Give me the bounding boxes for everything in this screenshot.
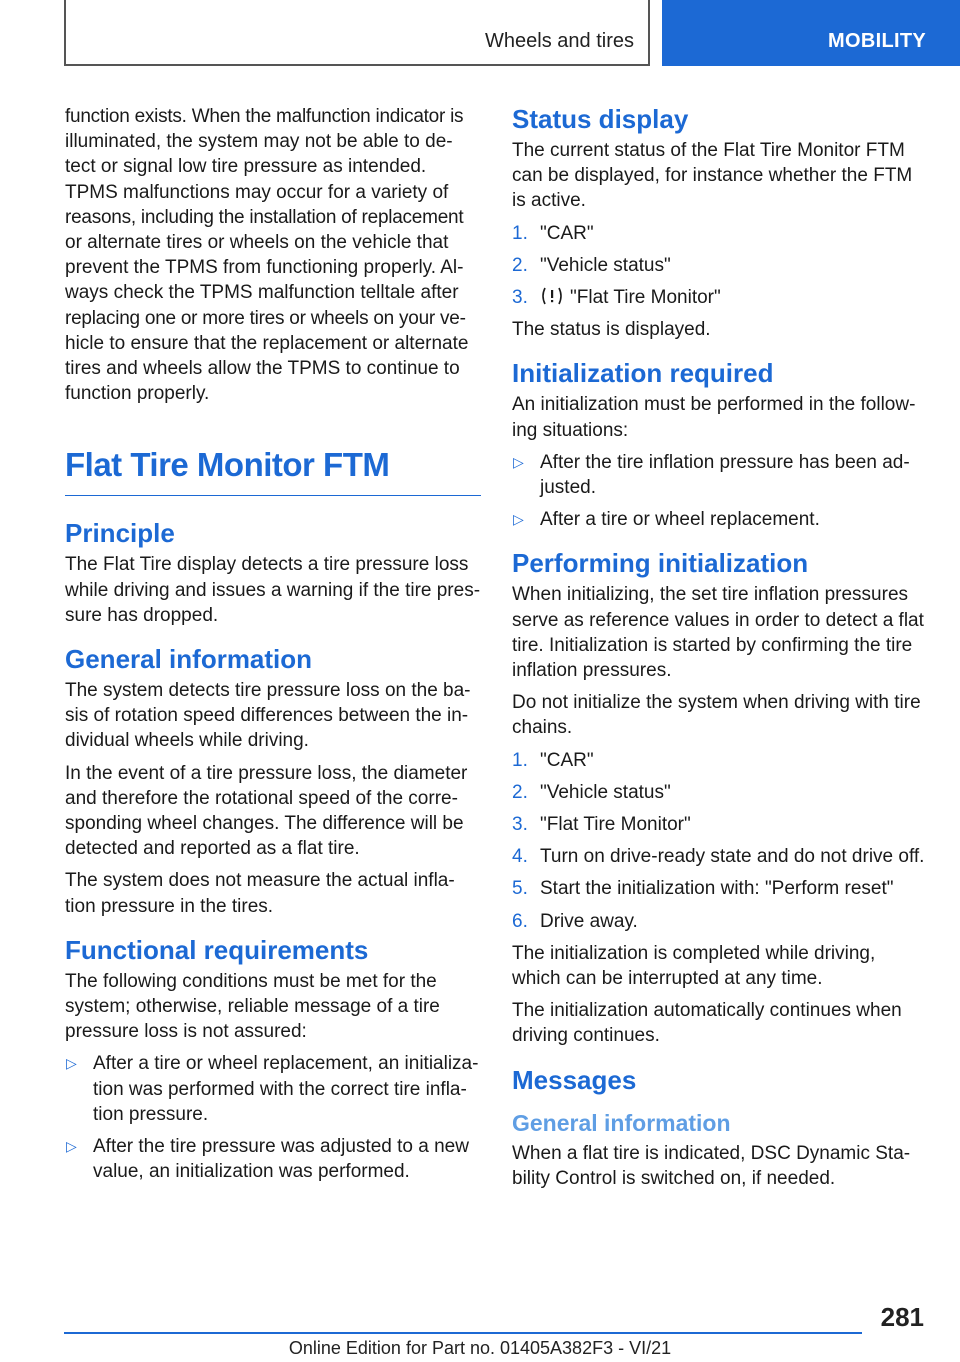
status-display-heading: Status display	[512, 104, 689, 134]
initialization-required-text: An initialization must be performed in the follow-ing situations:	[512, 394, 916, 441]
section-title: Wheels and tires	[485, 30, 634, 52]
messages-heading: Messages	[512, 1064, 637, 1095]
tire-pressure-warning-icon	[540, 286, 564, 306]
footer-divider	[64, 1332, 862, 1334]
general-info-p2: In the event of a tire pressure loss, the diameter and therefore the rotational speed of the corre-sponding wheel changes. The difference will be detected and reported as a flat tire.	[65, 762, 468, 860]
triangle-bullet-icon: ▷	[513, 511, 524, 528]
general-info-p1: The system detects tire pressure loss on the ba-sis of rotation speed differences between the in-dividual wheels while driving.	[65, 680, 471, 752]
list-item: ▷ After a tire or wheel replacement, an initializa-tion was performed with the correct tire infla-tion pressure.	[65, 1051, 481, 1127]
right-column	[512, 104, 928, 1198]
performing-initialization-p1: When initializing, the set tire inflation pressures serve as reference values in order to detect a flat tire. Initialization is started by confirming the tire inflation pressures.	[512, 584, 924, 682]
messages-text: When a flat tire is indicated, DSC Dynamic Sta-bility Control is switched on, if needed.	[512, 1142, 911, 1189]
header-section-tab	[64, 0, 650, 66]
triangle-bullet-icon: ▷	[66, 1055, 77, 1072]
list-item: 1. "CAR"	[512, 749, 594, 771]
principle-text: The Flat Tire display detects a tire pressure loss while driving and issues a warning if the tire pres-sure has dropped.	[65, 554, 481, 626]
chapter-title: MOBILITY	[828, 30, 926, 52]
list-item: 5. Start the initialization with: "Perform reset"	[512, 878, 894, 900]
status-steps	[512, 221, 928, 311]
header-chapter-tab	[662, 0, 960, 66]
list-item: 3. "Flat Tire Monitor"	[512, 814, 691, 836]
general-info-heading: General information	[65, 644, 313, 675]
intro-line: prevent the TPMS from functioning properly. Al-	[65, 257, 464, 279]
intro-line: ways check the TPMS malfunction telltale after	[65, 282, 459, 304]
intro-line: tires and wheels allow the TPMS to continue to	[65, 358, 460, 380]
main-heading: Flat Tire Monitor FTM	[65, 413, 481, 496]
list-item: 3. "Flat Tire Monitor"	[512, 287, 721, 309]
functional-requirements-heading: Functional requirements	[65, 934, 369, 965]
intro-paragraph	[65, 104, 481, 406]
triangle-bullet-icon: ▷	[513, 453, 524, 470]
left-column	[65, 104, 481, 1192]
intro-line: or alternate tires or wheels on the vehicle that	[65, 232, 449, 254]
intro-line: replacing one or more tires or wheels on your ve-	[65, 307, 466, 329]
list-item: 6. Drive away.	[512, 910, 638, 932]
functional-requirements-list	[65, 1051, 481, 1184]
footer-edition: Online Edition for Part no. 01405A382F3 - VI/21	[288, 1338, 672, 1358]
intro-line: hicle to ensure that the replacement or alternate	[65, 332, 469, 354]
intro-line: reasons, including the installation of replacement	[65, 206, 464, 228]
initialization-required-heading: Initialization required	[512, 358, 774, 389]
messages-general-info-heading: General information	[512, 1109, 731, 1136]
performing-initialization-p4: The initialization automatically continues when driving continues.	[512, 1000, 902, 1047]
intro-line: function properly.	[65, 383, 210, 405]
intro-line: illuminated, the system may not be able to de-	[65, 131, 453, 153]
performing-initialization-heading: Performing initialization	[512, 548, 809, 579]
list-item: ▷ After a tire or wheel replacement.	[512, 507, 928, 532]
status-display-text: The current status of the Flat Tire Monitor FTM can be displayed, for instance whether the FTM is active.	[512, 140, 913, 212]
page-number: 281	[880, 1302, 924, 1332]
performing-initialization-p3: The initialization is completed while driving, which can be interrupted at any time.	[512, 942, 876, 990]
list-item: ▷ After the tire pressure was adjusted to a new value, an initialization was performed.	[65, 1134, 481, 1184]
list-item: 2. "Vehicle status"	[512, 781, 671, 803]
intro-line: TPMS malfunctions may occur for a variety of	[65, 181, 449, 203]
list-item: 4. Turn on drive-ready state and do not drive off.	[512, 846, 925, 868]
list-item: ▷ After the tire inflation pressure has been ad-justed.	[512, 450, 928, 500]
status-display-after: The status is displayed.	[512, 319, 711, 341]
general-info-p3: The system does not measure the actual infla-tion pressure in the tires.	[65, 870, 455, 917]
intro-line: tect or signal low tire pressure as intended.	[65, 156, 427, 178]
functional-requirements-text: The following conditions must be met for the system; otherwise, reliable message of a tire pressure loss is not assured:	[65, 970, 440, 1043]
performing-initialization-p2: Do not initialize the system when driving with tire chains.	[512, 692, 921, 739]
principle-heading: Principle	[65, 518, 175, 549]
list-item: 1. "CAR"	[512, 222, 594, 244]
triangle-bullet-icon: ▷	[66, 1138, 77, 1155]
performing-initialization-steps	[512, 748, 928, 934]
intro-line: function exists. When the malfunction indicator is	[65, 106, 464, 127]
initialization-required-list	[512, 450, 928, 533]
list-item: 2. "Vehicle status"	[512, 254, 671, 276]
